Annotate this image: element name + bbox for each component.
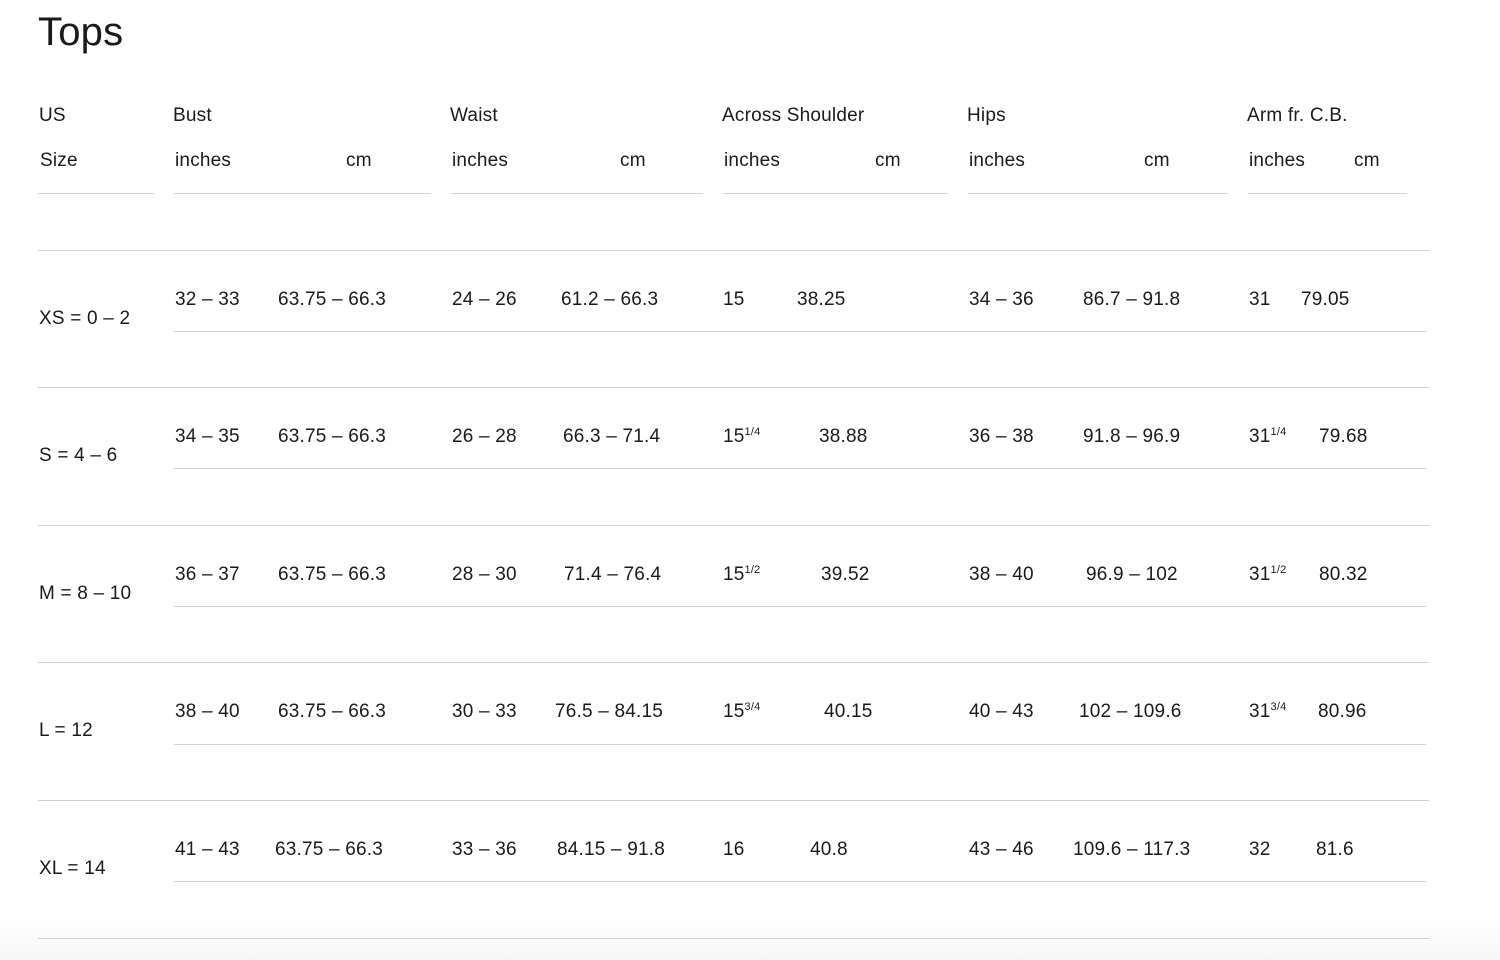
shoulder-cm-value: 40.15 bbox=[824, 701, 873, 722]
size-label: XS = 0 – 2 bbox=[39, 308, 131, 329]
waist-inches-value: 26 – 28 bbox=[452, 426, 517, 447]
waist-inches-value: 33 – 36 bbox=[452, 839, 517, 860]
fraction-superscript: 3/4 bbox=[744, 701, 761, 713]
row-underline bbox=[174, 331, 1426, 332]
waist-cm-value: 84.15 – 91.8 bbox=[557, 839, 666, 860]
bust-inches-value: 41 – 43 bbox=[175, 839, 240, 860]
arm-cm-value: 79.68 bbox=[1319, 426, 1368, 447]
fraction-superscript: 1/4 bbox=[1270, 426, 1287, 438]
header-waist-cm: cm bbox=[620, 150, 646, 171]
arm-cm-value: 79.05 bbox=[1301, 289, 1350, 310]
header-divider-size bbox=[38, 193, 154, 194]
header-shoulder-cm: cm bbox=[875, 150, 901, 171]
hips-cm-value: 109.6 – 117.3 bbox=[1073, 839, 1191, 860]
row-separator bbox=[38, 938, 1429, 939]
arm-inches-value: 32 bbox=[1249, 839, 1271, 860]
header-bust-inches: inches bbox=[175, 150, 232, 171]
bust-inches-value: 36 – 37 bbox=[175, 564, 240, 585]
arm-inches-value: 31 bbox=[1249, 289, 1271, 310]
arm-cm-value: 80.32 bbox=[1319, 564, 1368, 585]
shoulder-inches-value: 16 bbox=[723, 839, 745, 860]
row-separator bbox=[38, 387, 1429, 388]
arm-cm-value: 80.96 bbox=[1318, 701, 1367, 722]
size-label: XL = 14 bbox=[39, 858, 106, 879]
header-hips-inches: inches bbox=[969, 150, 1026, 171]
hips-cm-value: 91.8 – 96.9 bbox=[1083, 426, 1181, 447]
waist-inches-value: 28 – 30 bbox=[452, 564, 517, 585]
waist-cm-value: 71.4 – 76.4 bbox=[564, 564, 662, 585]
waist-inches-value: 24 – 26 bbox=[452, 289, 517, 310]
header-divider-shoulder bbox=[723, 193, 948, 194]
header-divider-bust bbox=[174, 193, 431, 194]
hips-cm-value: 102 – 109.6 bbox=[1079, 701, 1182, 722]
arm-inches-value: $31^{1/2}$ bbox=[1249, 564, 1287, 585]
header-arm-inches: inches bbox=[1249, 150, 1306, 171]
shoulder-inches-value: $15^{1/4}$ bbox=[723, 426, 761, 447]
bust-inches-value: 38 – 40 bbox=[175, 701, 240, 722]
header-shoulder-inches: inches bbox=[724, 150, 781, 171]
bust-cm-value: 63.75 – 66.3 bbox=[275, 839, 384, 860]
row-separator bbox=[38, 250, 1429, 251]
page-title: Tops bbox=[38, 10, 124, 54]
header-divider-arm bbox=[1248, 193, 1407, 194]
header-waist: Waist bbox=[450, 105, 498, 126]
waist-inches-value: 30 – 33 bbox=[452, 701, 517, 722]
hips-inches-value: 43 – 46 bbox=[969, 839, 1034, 860]
arm-inches-value: $31^{3/4}$ bbox=[1249, 701, 1287, 722]
row-separator bbox=[38, 800, 1429, 801]
header-hips-cm: cm bbox=[1144, 150, 1170, 171]
header-divider-waist bbox=[451, 193, 703, 194]
bust-cm-value: 63.75 – 66.3 bbox=[278, 564, 387, 585]
bust-cm-value: 63.75 – 66.3 bbox=[278, 701, 387, 722]
header-size: Size bbox=[40, 150, 78, 171]
row-underline bbox=[174, 606, 1426, 607]
header-bust: Bust bbox=[173, 105, 212, 126]
bottom-shade bbox=[0, 918, 1500, 960]
fraction-superscript: 1/2 bbox=[1270, 564, 1287, 576]
arm-inches-value: $31^{1/4}$ bbox=[1249, 426, 1287, 447]
header-shoulder: Across Shoulder bbox=[722, 105, 865, 126]
shoulder-cm-value: 38.25 bbox=[797, 289, 846, 310]
fraction-superscript: 1/4 bbox=[744, 426, 761, 438]
bust-inches-value: 32 – 33 bbox=[175, 289, 240, 310]
hips-inches-value: 38 – 40 bbox=[969, 564, 1034, 585]
size-label: S = 4 – 6 bbox=[39, 445, 118, 466]
shoulder-cm-value: 39.52 bbox=[821, 564, 870, 585]
header-hips: Hips bbox=[967, 105, 1006, 126]
shoulder-cm-value: 38.88 bbox=[819, 426, 868, 447]
fraction-superscript: 1/2 bbox=[744, 564, 761, 576]
shoulder-inches-value: $15^{3/4}$ bbox=[723, 701, 761, 722]
header-waist-inches: inches bbox=[452, 150, 509, 171]
header-arm-cm: cm bbox=[1354, 150, 1380, 171]
bust-inches-value: 34 – 35 bbox=[175, 426, 240, 447]
hips-cm-value: 86.7 – 91.8 bbox=[1083, 289, 1181, 310]
size-label: L = 12 bbox=[39, 720, 93, 741]
hips-inches-value: 34 – 36 bbox=[969, 289, 1034, 310]
row-underline bbox=[174, 881, 1426, 882]
arm-cm-value: 81.6 bbox=[1316, 839, 1354, 860]
hips-inches-value: 36 – 38 bbox=[969, 426, 1034, 447]
waist-cm-value: 66.3 – 71.4 bbox=[563, 426, 661, 447]
row-separator bbox=[38, 662, 1429, 663]
fraction-superscript: 3/4 bbox=[1270, 701, 1287, 713]
row-underline bbox=[174, 468, 1426, 469]
header-bust-cm: cm bbox=[346, 150, 372, 171]
header-divider-hips bbox=[968, 193, 1228, 194]
waist-cm-value: 76.5 – 84.15 bbox=[555, 701, 664, 722]
shoulder-cm-value: 40.8 bbox=[810, 839, 848, 860]
shoulder-inches-value: 15 bbox=[723, 289, 745, 310]
hips-cm-value: 96.9 – 102 bbox=[1086, 564, 1178, 585]
row-underline bbox=[174, 744, 1426, 745]
bust-cm-value: 63.75 – 66.3 bbox=[278, 426, 387, 447]
header-arm: Arm fr. C.B. bbox=[1247, 105, 1348, 126]
hips-inches-value: 40 – 43 bbox=[969, 701, 1034, 722]
header-us: US bbox=[39, 105, 66, 126]
shoulder-inches-value: $15^{1/2}$ bbox=[723, 564, 761, 585]
bust-cm-value: 63.75 – 66.3 bbox=[278, 289, 387, 310]
size-label: M = 8 – 10 bbox=[39, 583, 132, 604]
waist-cm-value: 61.2 – 66.3 bbox=[561, 289, 659, 310]
row-separator bbox=[38, 525, 1429, 526]
